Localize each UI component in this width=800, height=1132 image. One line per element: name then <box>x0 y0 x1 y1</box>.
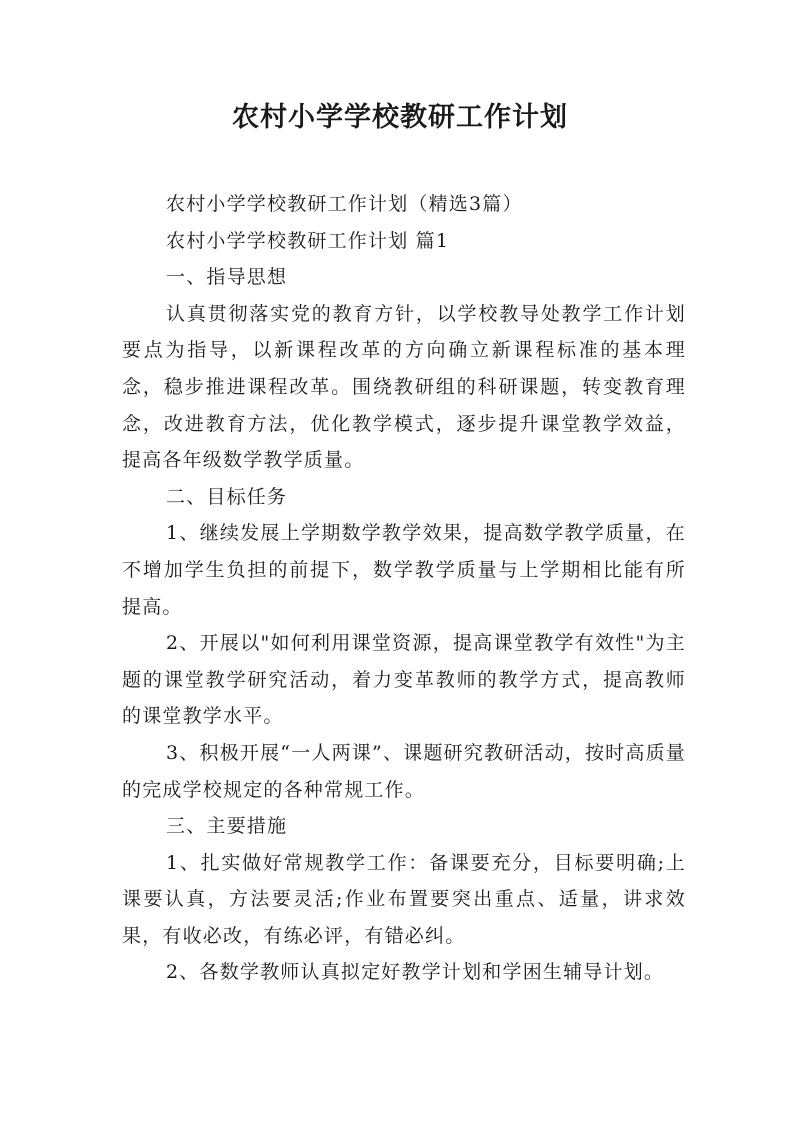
document-title: 农村小学学校教研工作计划 <box>232 102 568 133</box>
paragraph-measure-1: 1、扎实做好常规教学工作：备课要充分，目标要明确;上课要认真，方法要灵活;作业布置要突出重点、适量，讲求效果，有收必改，有练必评，有错必纠。 <box>122 851 686 947</box>
document-body <box>122 186 686 991</box>
heading-guiding-ideology: 一、指导思想 <box>166 266 288 289</box>
heading-measures: 三、主要措施 <box>166 815 288 838</box>
paragraph-goal-2: 2、开展以"如何利用课堂资源，提高课堂教学有效性"为主题的课堂教学研究活动，着力变革教师的教学方式，提高教师的课堂教学水平。 <box>122 632 686 728</box>
paragraph-measure-2: 2、各数学教师认真拟定好教学计划和学困生辅导计划。 <box>166 961 665 984</box>
paragraph-section-label: 农村小学学校教研工作计划 篇1 <box>166 229 450 252</box>
paragraph-goal-1: 1、继续发展上学期数学教学效果，提高数学教学质量，在不增加学生负担的前提下，数学教学质量与上学期相比能有所提高。 <box>122 522 686 618</box>
paragraph-guiding-ideology: 认真贯彻落实党的教育方针，以学校教导处教学工作计划要点为指导，以新课程改革的方向确立新课程标准的基本理念，稳步推进课程改革。围绕教研组的科研课题，转变教育理念，改进教育方法，优化教学模式，逐步提升课堂教学效益，提高各年级数学教学质量。 <box>122 302 686 472</box>
heading-goals: 二、目标任务 <box>166 485 288 508</box>
paragraph-goal-3: 3、积极开展“一人两课”、课题研究教研活动，按时高质量的完成学校规定的各种常规工作。 <box>122 741 686 801</box>
paragraph-subtitle: 农村小学学校教研工作计划（精选3篇） <box>166 193 523 215</box>
